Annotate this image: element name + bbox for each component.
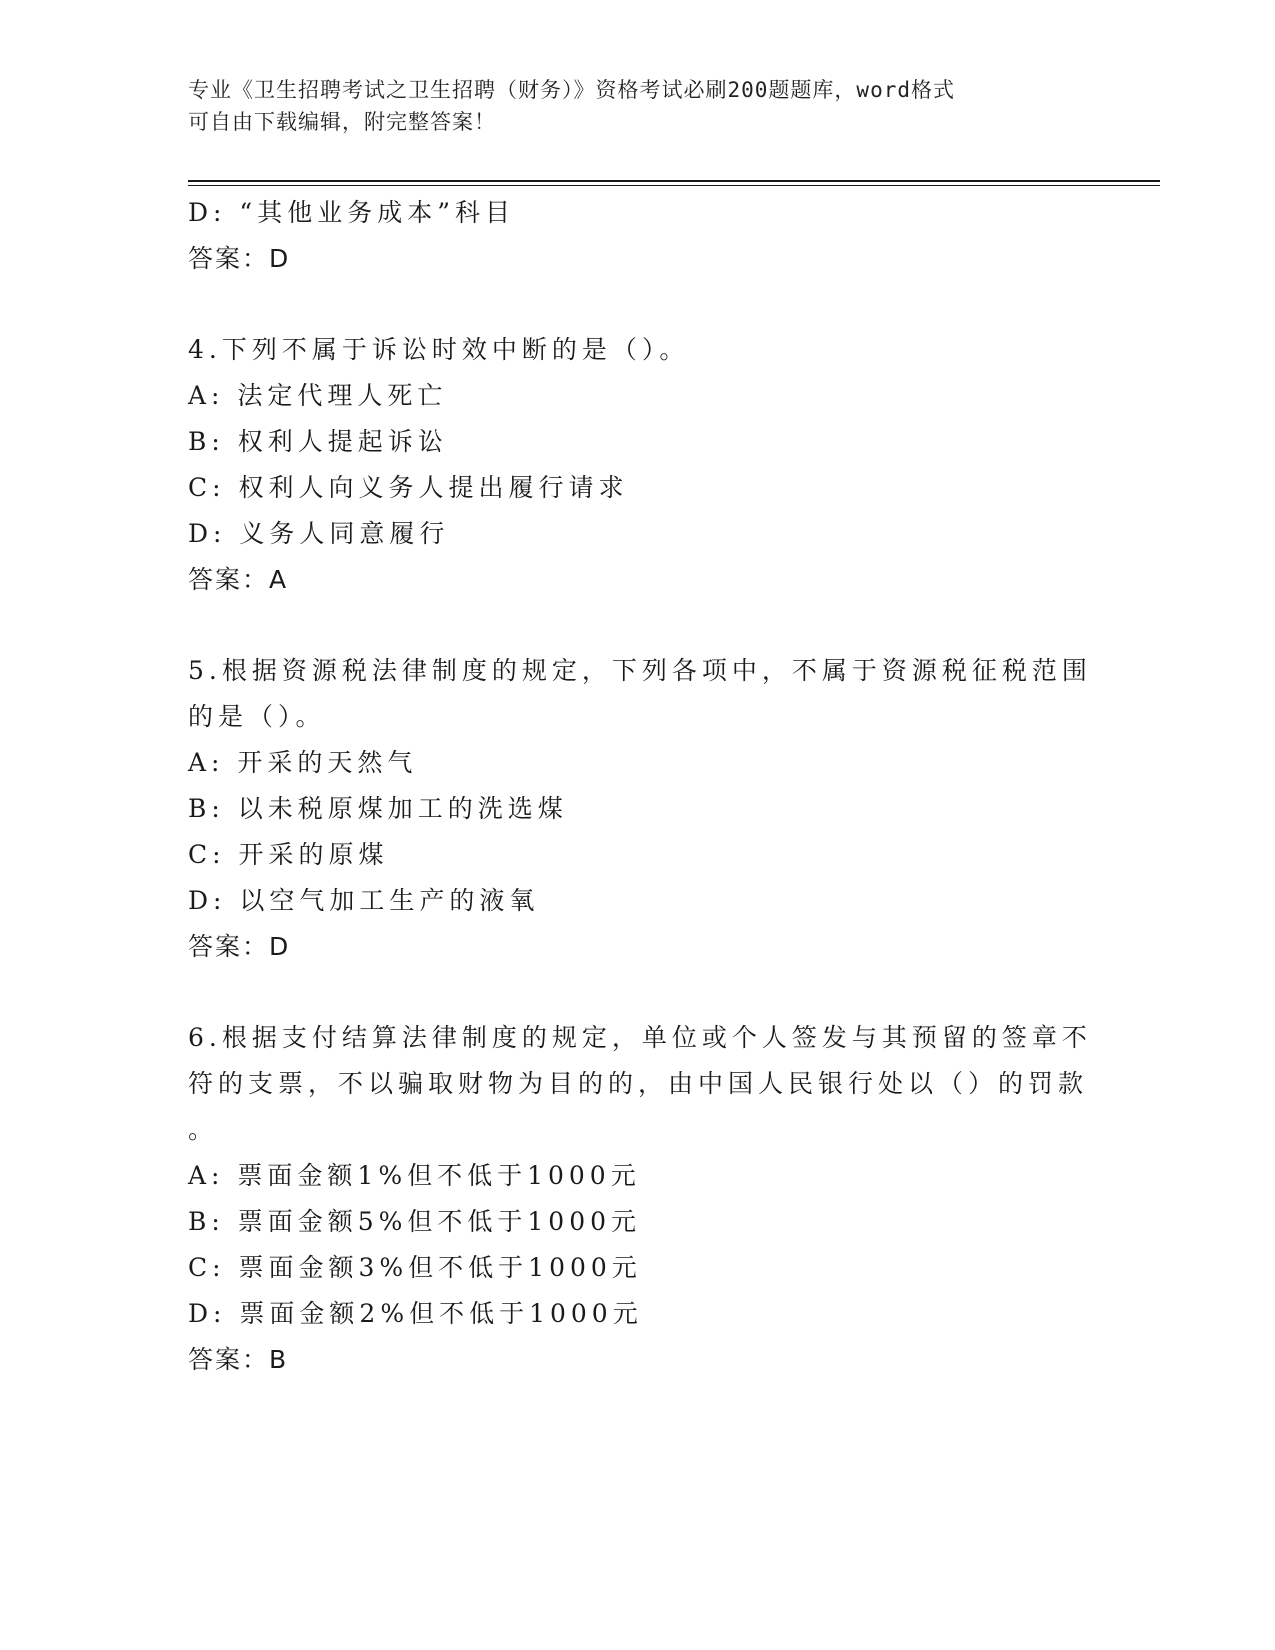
- question-5: [188, 648, 1092, 970]
- option-d: D: 义务人同意履行: [188, 519, 450, 548]
- option-b: B: 权利人提起诉讼: [188, 427, 448, 456]
- question-4: [188, 327, 1068, 603]
- document-header: [188, 74, 1068, 138]
- header-divider-thick: [188, 180, 1160, 182]
- option-b: B: 票面金额5%但不低于1000元: [188, 1207, 642, 1236]
- option-d: D: 票面金额2%但不低于1000元: [188, 1299, 643, 1328]
- answer-line: 答案：A: [188, 565, 289, 594]
- question-stem-line-1: 6.根据支付结算法律制度的规定，单位或个人签发与其预留的签章不: [188, 1023, 1092, 1052]
- option-d: D: “其他业务成本”科目: [188, 198, 515, 227]
- option-a: A: 票面金额1%但不低于1000元: [188, 1161, 641, 1190]
- option-c: C: 开采的原煤: [188, 840, 389, 869]
- question-stem-line-3: 。: [188, 1115, 219, 1144]
- question-stem-line-2: 的是（）。: [188, 702, 326, 731]
- option-b: B: 以未税原煤加工的洗选煤: [188, 794, 568, 823]
- question-stem-line-1: 5.根据资源税法律制度的规定，下列各项中，不属于资源税征税范围: [188, 656, 1092, 685]
- header-title-line-2: 可自由下载编辑，附完整答案！: [188, 110, 496, 134]
- answer-line: 答案：D: [188, 244, 291, 273]
- answer-line: 答案：D: [188, 932, 291, 961]
- question-3-tail: [188, 190, 1068, 282]
- option-a: A: 开采的天然气: [188, 748, 418, 777]
- header-title-line-1: 专业《卫生招聘考试之卫生招聘（财务）》资格考试必刷200题题库，word格式: [188, 78, 955, 102]
- header-divider-thin: [188, 185, 1160, 186]
- answer-line: 答案：B: [188, 1345, 289, 1374]
- question-stem-line-2: 符的支票，不以骗取财物为目的的，由中国人民银行处以（）的罚款: [188, 1069, 1089, 1098]
- option-a: A: 法定代理人死亡: [188, 381, 448, 410]
- question-6: [188, 1015, 1092, 1383]
- option-c: C: 票面金额3%但不低于1000元: [188, 1253, 642, 1282]
- option-d: D: 以空气加工生产的液氧: [188, 886, 540, 915]
- question-content: [188, 190, 1092, 1383]
- option-c: C: 权利人向义务人提出履行请求: [188, 473, 629, 502]
- question-stem: 4.下列不属于诉讼时效中断的是（）。: [188, 335, 690, 364]
